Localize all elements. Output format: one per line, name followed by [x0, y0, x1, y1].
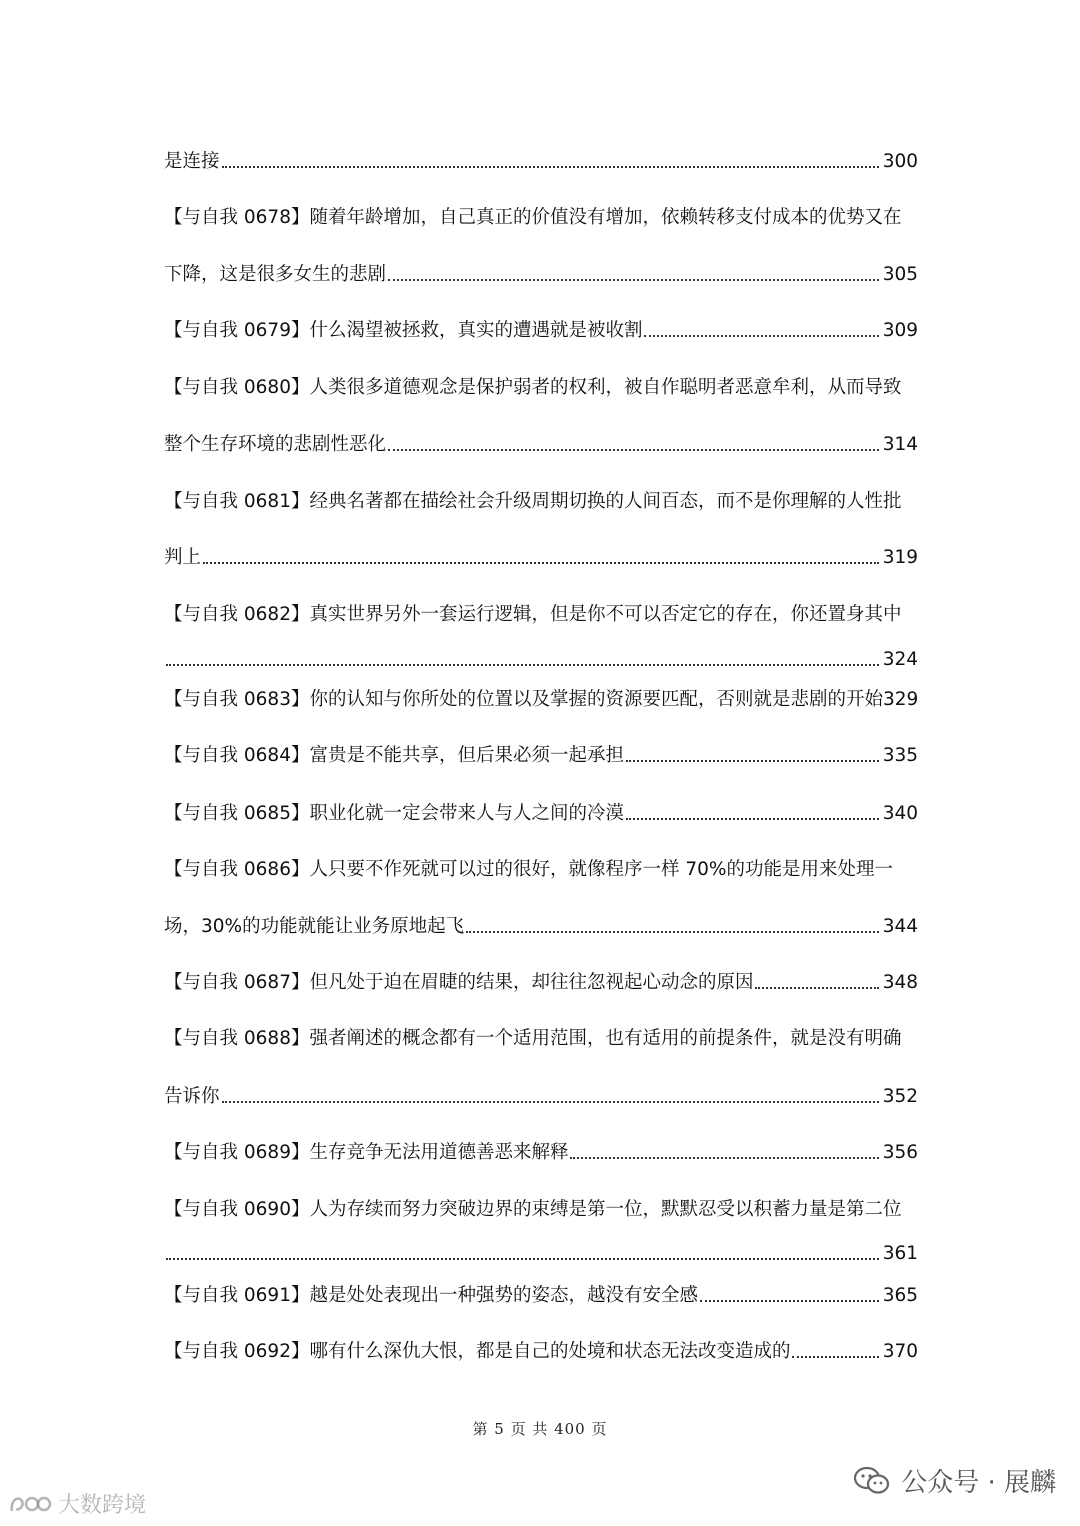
- toc-line: [164, 593, 918, 627]
- toc-line: [164, 309, 918, 343]
- toc-page-number: 361: [882, 1243, 918, 1264]
- toc-line: [164, 1188, 918, 1222]
- toc-leader-dots: [626, 817, 879, 820]
- toc-entry-text: 【与自我 0678】随着年龄增加，自己真正的价值没有增加，依赖转移支付成本的优势又在: [164, 207, 902, 228]
- toc-page-number: 370: [882, 1341, 918, 1362]
- toc-entry-text: 【与自我 0683】你的认知与你所处的位置以及掌握的资源要匹配，否则就是悲剧的开始329: [164, 689, 919, 710]
- toc-leader-dots: [792, 1355, 878, 1358]
- toc-line: [164, 1017, 918, 1051]
- logo-icon: [8, 1491, 52, 1517]
- toc-line: [164, 140, 918, 174]
- toc-entry-text: 【与自我 0682】真实世界另外一套运行逻辑，但是你不可以否定它的存在，你还置身其中: [164, 604, 902, 625]
- toc-page-number: 356: [882, 1142, 918, 1163]
- toc-page-number: 319: [882, 547, 918, 568]
- toc-leader-dots: [570, 1156, 878, 1159]
- toc-page-number: 340: [882, 803, 918, 824]
- toc-page-number: 309: [882, 320, 918, 341]
- toc-line: [164, 253, 918, 287]
- toc-page-number: 348: [882, 972, 918, 993]
- toc-entry-text: 【与自我 0690】人为存续而努力突破边界的束缚是第一位，默默忍受以积蓄力量是第二位: [164, 1199, 902, 1220]
- toc-entry-text: 【与自我 0681】经典名著都在描绘社会升级周期切换的人间百态，而不是你理解的人性批: [164, 491, 902, 512]
- page-indicator: 第 5 页 共 400 页: [472, 1420, 608, 1438]
- watermark-right-text: 公众号 · 展麟: [901, 1468, 1056, 1498]
- toc-entry-text: 判上: [164, 547, 202, 568]
- toc-leader-dots: [755, 986, 878, 989]
- toc-line: [164, 1232, 918, 1266]
- toc-page-number: 344: [882, 916, 918, 937]
- toc-leader-dots: [203, 561, 879, 564]
- toc-line: [164, 792, 918, 826]
- toc-line: [164, 734, 918, 768]
- toc-leader-dots: [166, 663, 879, 666]
- toc-page-number: 335: [882, 745, 918, 766]
- toc-page-number: 305: [882, 264, 918, 285]
- watermark-left-text: 大数跨境: [58, 1493, 147, 1518]
- toc-line: [164, 366, 918, 400]
- toc-page-number: 365: [882, 1285, 918, 1306]
- toc-line: [164, 1075, 918, 1109]
- toc-line: [164, 961, 918, 995]
- toc-entry-text: 【与自我 0689】生存竞争无法用道德善恶来解释: [164, 1142, 569, 1163]
- toc-entry-text: 【与自我 0688】强者阐述的概念都有一个适用范围，也有适用的前提条件，就是没有明确: [164, 1028, 902, 1049]
- toc-line: [164, 1131, 918, 1165]
- watermark-right: [853, 1462, 1056, 1499]
- toc-entry-text: 【与自我 0686】人只要不作死就可以过的很好，就像程序一样 70%的功能是用来处理一: [164, 859, 893, 880]
- toc-line: [164, 848, 918, 882]
- toc-entry-text: 【与自我 0684】富贵是不能共享，但后果必须一起承担: [164, 745, 624, 766]
- toc-entry-text: 场，30%的功能就能让业务原地起飞: [164, 916, 465, 937]
- toc-page-number: 352: [882, 1086, 918, 1107]
- toc-leader-dots: [388, 278, 879, 281]
- toc-entry-text: 【与自我 0679】什么渴望被拯救，真实的遭遇就是被收割: [164, 320, 643, 341]
- toc-line: [164, 536, 918, 570]
- toc-line: [164, 905, 918, 939]
- toc-entry-text: 【与自我 0687】但凡处于迫在眉睫的结果，却往往忽视起心动念的原因: [164, 972, 754, 993]
- toc-line: [164, 196, 918, 230]
- toc-leader-dots: [166, 1257, 879, 1260]
- toc-leader-dots: [222, 1100, 879, 1103]
- toc-line: [164, 638, 918, 672]
- toc-leader-dots: [388, 448, 879, 451]
- toc-page-number: 324: [882, 649, 918, 670]
- toc-entry-text: 下降，这是很多女生的悲剧: [164, 264, 387, 285]
- toc-line: [164, 480, 918, 514]
- toc-entry-text: 【与自我 0685】职业化就一定会带来人与人之间的冷漠: [164, 803, 624, 824]
- toc-entry-text: 整个生存环境的悲剧性恶化: [164, 434, 387, 455]
- toc-line: [164, 1274, 918, 1308]
- toc-entry-text: 【与自我 0691】越是处处表现出一种强势的姿态，越没有安全感: [164, 1285, 698, 1306]
- toc-entry-text: 【与自我 0680】人类很多道德观念是保护弱者的权利，被自作聪明者恶意牟利，从而导致: [164, 377, 902, 398]
- toc-page-number: 314: [882, 434, 918, 455]
- toc-leader-dots: [644, 334, 878, 337]
- toc-entry-text: 是连接: [164, 151, 220, 172]
- toc-entry-text: 【与自我 0692】哪有什么深仇大恨，都是自己的处境和状态无法改变造成的: [164, 1341, 791, 1362]
- toc-leader-dots: [466, 930, 879, 933]
- toc-line: [164, 678, 936, 712]
- toc-leader-dots: [222, 165, 879, 168]
- toc-page-number: 300: [882, 151, 918, 172]
- toc-entry-text: 告诉你: [164, 1086, 220, 1107]
- toc-line: [164, 1330, 918, 1364]
- toc-leader-dots: [700, 1299, 879, 1302]
- toc-leader-dots: [626, 759, 879, 762]
- toc-line: [164, 423, 918, 457]
- watermark-left: [8, 1488, 146, 1519]
- wechat-icon: [853, 1465, 891, 1497]
